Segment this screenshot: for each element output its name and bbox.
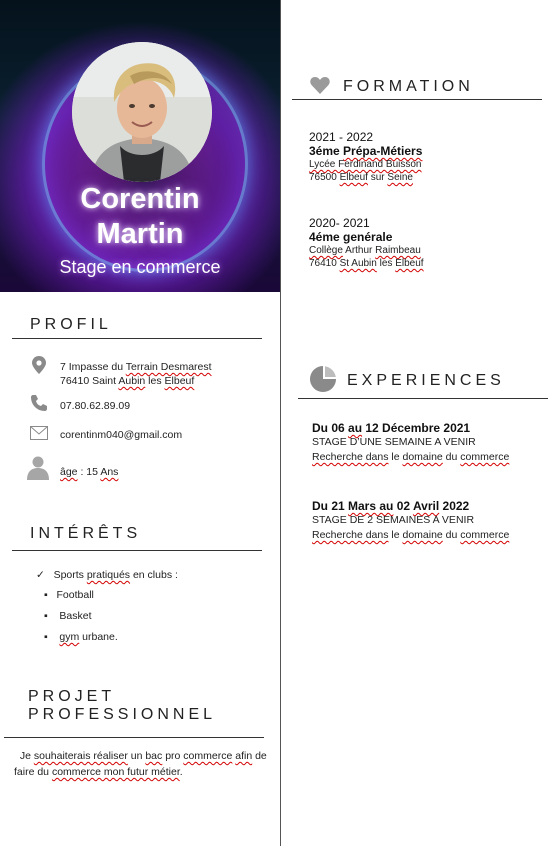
experience-entry (312, 499, 552, 543)
interets-divider (12, 550, 262, 551)
interests-heading: ✓ Sports pratiqués en clubs : (36, 569, 178, 581)
experience-line: Recherche dans le domaine du commerce (312, 529, 510, 541)
interest-item: ▪ Football (44, 589, 94, 601)
heart-icon (310, 76, 330, 94)
experience-entry (312, 421, 552, 465)
formation-school: Collège Arthur Raimbeau (309, 245, 421, 256)
formation-entry (309, 216, 549, 270)
experience-line: STAGE D’UNE SEMAINE A VENIR (312, 436, 476, 448)
experiences-title: EXPERIENCES (347, 372, 505, 389)
formation-years: 2020- 2021 (309, 216, 370, 230)
bullet-icon: ▪ (44, 631, 48, 643)
formation-title: FORMATION (343, 78, 474, 95)
formation-years: 2021 - 2022 (309, 130, 374, 144)
last-name: Martin (96, 218, 184, 250)
formation-divider (292, 99, 542, 100)
projet-title: PROJET PROFESSIONNEL (28, 688, 217, 723)
phone-icon (30, 394, 48, 412)
experience-date: Du 21 Mars au 02 Avril 2022 (312, 499, 470, 513)
bullet-icon: ▪ (44, 610, 48, 622)
interest-item: ▪ Basket (44, 610, 92, 622)
projet-divider (4, 737, 264, 738)
experience-line: STAGE DE 2 SEMAINES A VENIR (312, 514, 475, 526)
profil-divider (12, 338, 262, 339)
formation-entry (309, 130, 549, 184)
experience-date: Du 06 au 12 Décembre 2021 (312, 421, 471, 435)
formation-degree: 4éme genérale (309, 230, 393, 244)
column-divider (280, 0, 281, 846)
formation-city: 76500 Elbeuf sur Seine (309, 172, 413, 183)
email-address: corentinm040@gmail.com (60, 429, 183, 441)
formation-city: 76410 St Aubin les Elbeuf (309, 258, 424, 269)
interets-title: INTÉRÊTS (30, 525, 142, 542)
pie-chart-icon (310, 366, 336, 392)
first-name: Corentin (80, 183, 200, 215)
subtitle: Stage en commerce (59, 257, 221, 277)
formation-degree: 3éme Prépa-Métiers (309, 144, 423, 158)
age: âge : 15 Ans (60, 466, 119, 478)
check-icon: ✓ (36, 569, 45, 581)
email-icon (30, 426, 48, 440)
address: 7 Impasse du Terrain Desmarest 76410 Saint Aubin les Elbeuf (60, 361, 212, 387)
formation-school: Lycée Ferdinand Buisson (309, 159, 422, 170)
bullet-icon: ▪ (44, 589, 48, 601)
experiences-divider (298, 398, 548, 399)
person-icon (27, 456, 49, 480)
phone-number: 07.80.62.89.09 (60, 400, 131, 412)
location-pin-icon (32, 356, 46, 374)
experience-line: Recherche dans le domaine du commerce (312, 451, 510, 463)
projet-text: Je souhaiterais réaliser un bac pro commerce afin de faire du commerce mon futur métier. (14, 750, 267, 778)
avatar (72, 42, 212, 182)
header-banner (0, 0, 280, 292)
interest-item: ▪ gym urbane. (44, 631, 118, 643)
profil-title: PROFIL (30, 316, 112, 333)
